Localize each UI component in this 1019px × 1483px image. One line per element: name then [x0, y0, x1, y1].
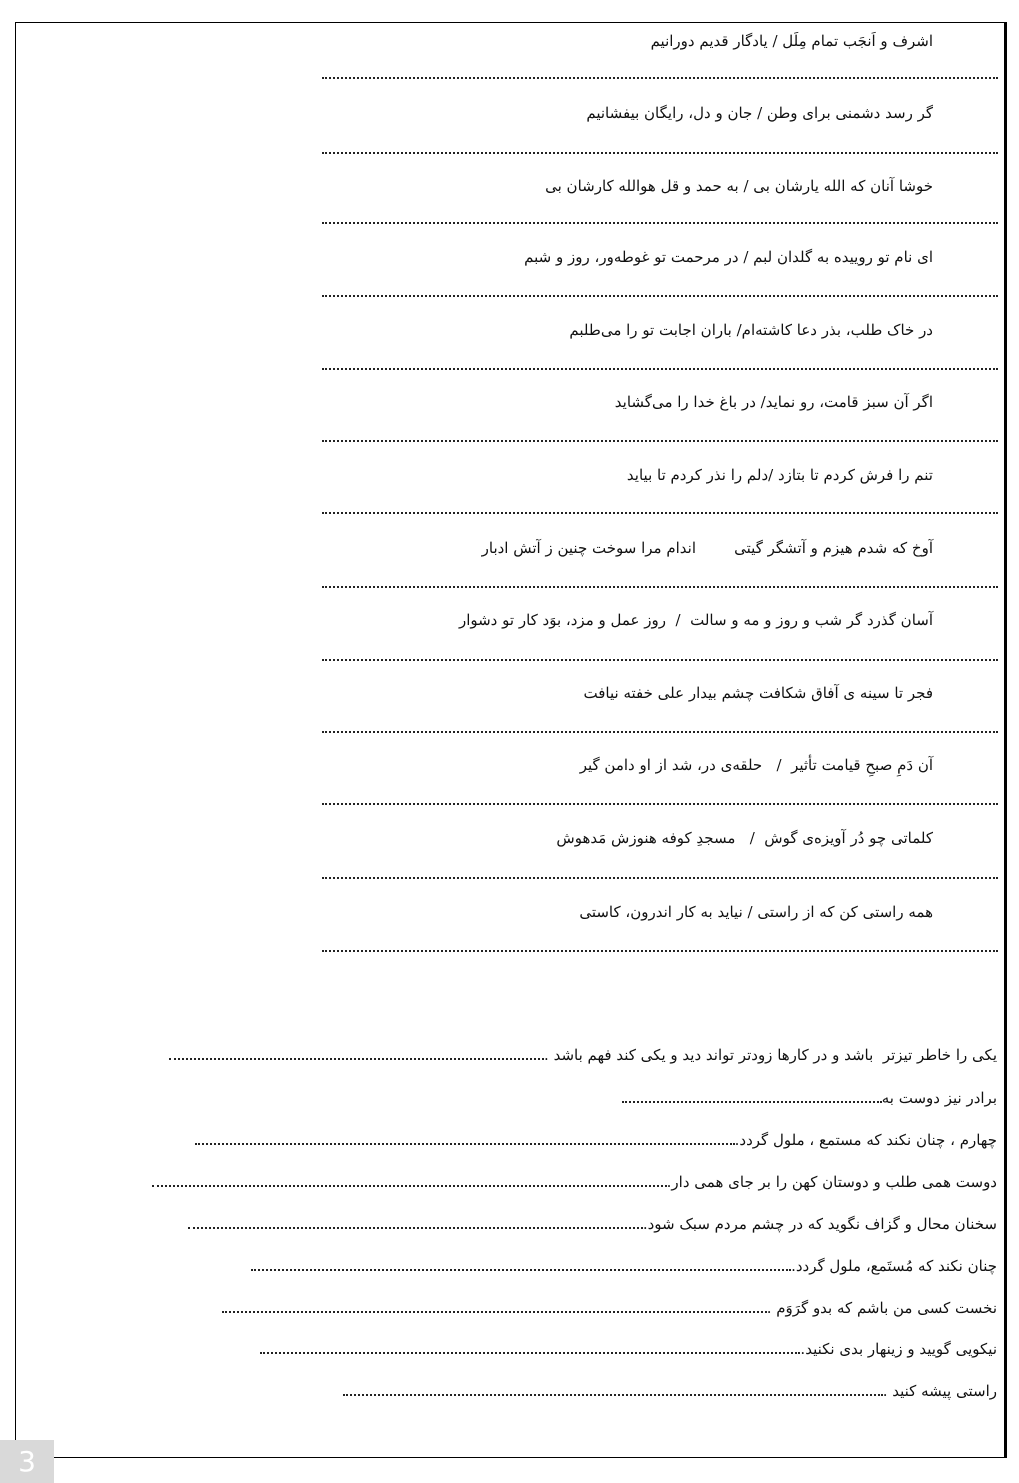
page-number: 3 [0, 1440, 54, 1483]
sentence-4-answer[interactable] [152, 1185, 667, 1187]
sentence-8-answer[interactable] [260, 1352, 800, 1354]
sentence-3-text: چهارم ، چنان نکند که مستمع ، ملول گردد. [734, 1131, 997, 1149]
sentence-5 [188, 1214, 997, 1234]
answer-line-5[interactable] [322, 368, 998, 370]
verse-5: در خاک طلب، بذر دعا کاشته‌ام/ باران اجابت تو را می‌طلبم [569, 321, 933, 339]
verse-3: خوشا آنان که الله یارشان بی / به حمد و قل هوالله کارشان بی [545, 177, 933, 195]
verse-6: اگر آن سبز قامت، رو نماید/ در باغ خدا را می‌گشاید [614, 393, 933, 411]
answer-line-6[interactable] [322, 440, 998, 442]
sentence-2-text: برادر نیز دوست به [881, 1089, 997, 1107]
answer-line-11[interactable] [322, 803, 998, 805]
verse-11: آن دَمِ صبحِ قیامت تأثیر / حلقه‌ی در، شد از او دامن گیر [579, 756, 933, 774]
answer-line-12[interactable] [322, 877, 998, 879]
answer-line-8[interactable] [322, 586, 998, 588]
sentence-6-text: چنان نکند که مُستَمع، ملول گردد. [791, 1257, 997, 1275]
sentence-1-text: یکی را خاطر تیزتر باشد و در کارها زودتر تواند دید و یکی کند فهم باشد . [544, 1046, 997, 1064]
verse-4: ای نام تو روییده به گلدان لبم / در مرحمت تو غوطه‌ور، روز و شبم [524, 248, 933, 266]
sentence-9-text: راستی پیشه کنید . [882, 1382, 997, 1400]
page-frame [15, 22, 1007, 1458]
sentence-8 [260, 1339, 997, 1359]
sentence-9-answer[interactable] [343, 1394, 883, 1396]
sentence-5-answer[interactable] [188, 1227, 643, 1229]
answer-line-4[interactable] [322, 295, 998, 297]
answer-line-3[interactable] [322, 222, 998, 224]
sentence-5-text: سخنان محال و گزاف نگوید که در چشم مردم سبک شود. [642, 1215, 997, 1233]
answer-line-1[interactable] [322, 77, 998, 79]
verse-10: فجر تا سینه ی آفاق شکافت چشم بیدار علی خفته نیافت [583, 684, 933, 702]
verse-12: کلماتی چو دُر آویزه‌ی گوش / مسجدِ کوفه هنوزش مَدهوش [556, 829, 933, 847]
sentence-4 [152, 1172, 997, 1192]
sentence-7-text: نخست کسی من باشم که بدو گرَوَم . [766, 1299, 997, 1317]
sentence-6-answer[interactable] [251, 1269, 791, 1271]
sentence-7-answer[interactable] [222, 1311, 767, 1313]
answer-line-9[interactable] [322, 659, 998, 661]
verse-7: تنم را فرش کردم تا بتازد /دلم را نذر کردم تا بیاید [626, 466, 933, 484]
sentence-4-text: دوست همی طلب و دوستان کهن را بر جای همی دار. [666, 1173, 997, 1191]
verse-9: آسان گذرد گر شب و روز و مه و سالت / روز عمل و مزد، بوَد کار تو دشوار [458, 611, 933, 629]
verse-8: آوخ که شدم هیزم و آتشگر گیتی اندام مرا سوخت چنین ز آتش ادبار [481, 539, 933, 557]
sentence-9 [343, 1381, 997, 1401]
verse-2: گر رسد دشمنی برای وطن / جان و دل، رایگان بیفشانیم [586, 104, 933, 122]
verse-13: همه راستی کن که از راستی / نیاید به کار اندرون، کاستی [579, 903, 933, 921]
sentence-1-answer[interactable] [169, 1058, 544, 1060]
answer-line-13[interactable] [322, 950, 998, 952]
answer-line-2[interactable] [322, 152, 998, 154]
sentence-8-text: نیکویی گویید و زینهار بدی نکنید. [800, 1340, 997, 1358]
sentence-6 [251, 1256, 997, 1276]
verse-1: اشرف و اَنجَب تمام مِلَل / یادگار قدیم دورانیم [650, 32, 933, 50]
sentence-7 [222, 1298, 997, 1318]
sentence-1 [169, 1045, 997, 1065]
answer-line-10[interactable] [322, 731, 998, 733]
sentence-3-answer[interactable] [195, 1143, 735, 1145]
answer-line-7[interactable] [322, 512, 998, 514]
sentence-3 [195, 1130, 997, 1150]
sentence-2-answer[interactable] [622, 1101, 882, 1103]
sentence-2 [622, 1088, 997, 1108]
